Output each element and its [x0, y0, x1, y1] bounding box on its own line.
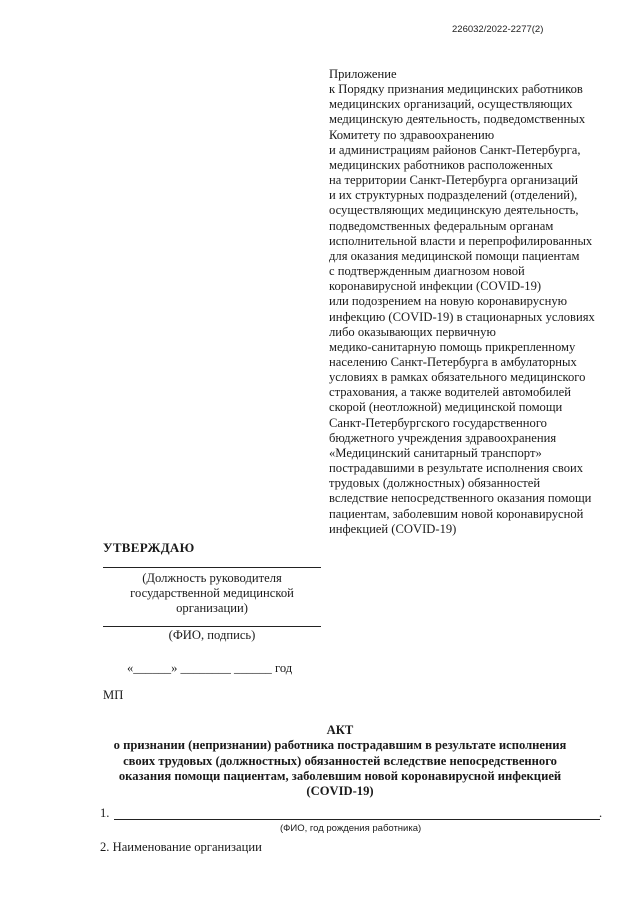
act-subtitle-line: (COVID-19)	[306, 784, 374, 799]
appendix-line: вследствие непосредственного оказания помощи	[329, 491, 592, 506]
appendix-line: трудовых (должностных) обязанностей	[329, 476, 541, 491]
appendix-line: пострадавшими в результате исполнения своих	[329, 461, 584, 476]
appendix-line: населению Санкт-Петербурга в амбулаторных	[329, 354, 577, 369]
field1-end: .	[599, 806, 603, 820]
appendix-line: медицинскую деятельность, подведомственных	[329, 112, 586, 127]
appendix-line: бюджетного учреждения здравоохранения	[329, 430, 557, 445]
appendix-line: медицинских работников расположенных	[329, 157, 553, 172]
appendix-line: для оказания медицинской помощи пациентам	[329, 248, 580, 263]
appendix-line: инфекцию (COVID-19) в стационарных условиях	[329, 309, 595, 324]
appendix-line: либо оказывающих первичную	[329, 324, 496, 339]
appendix-line: медицинских организаций, осуществляющих	[329, 97, 573, 112]
act-title: АКТ	[326, 723, 354, 737]
field1-input-line[interactable]	[114, 819, 600, 820]
position-caption-line: государственной медицинской	[130, 586, 294, 600]
act-title-block	[90, 723, 590, 799]
act-subtitle-line: о признании (непризнании) работника пострадавшим в результате исполнения	[113, 738, 567, 753]
stamp-label: МП	[103, 688, 124, 702]
date-line[interactable]: «______» ________ ______ год	[127, 661, 293, 675]
appendix-line: инфекцией (COVID-19)	[329, 521, 457, 536]
act-subtitle-line: оказания помощи пациентам, заболевшим новой коронавирусной инфекцией	[118, 768, 562, 783]
appendix-line: страхования, а также водителей автомобилей	[329, 385, 572, 400]
appendix-line: Приложение	[329, 67, 397, 81]
act-subtitle-line: своих трудовых (должностных) обязанностей вследствие непосредственного	[123, 753, 557, 768]
appendix-line: скорой (неотложной) медицинской помощи	[329, 400, 563, 415]
position-signature-line[interactable]	[103, 567, 321, 568]
appendix-line: осуществляющих медицинскую деятельность,	[329, 203, 579, 218]
appendix-line: на территории Санкт-Петербурга организаций	[329, 173, 578, 188]
appendix-line: коронавирусной инфекции (COVID-19)	[329, 279, 542, 294]
appendix-line: к Порядку признания медицинских работников	[329, 82, 583, 97]
appendix-line: и их структурных подразделений (отделений),	[329, 188, 578, 203]
appendix-line: пациентам, заболевшим новой коронавирусной	[329, 506, 584, 521]
appendix-line: «Медицинский санитарный транспорт»	[329, 445, 542, 460]
appendix-line: Санкт-Петербургского государственного	[329, 415, 547, 430]
position-caption-line: организации)	[176, 601, 248, 615]
name-signature-line[interactable]	[103, 626, 321, 627]
position-caption	[103, 571, 321, 616]
document-number: 226032/2022-2277(2)	[452, 24, 544, 35]
appendix-line: Комитету по здравоохранению	[329, 127, 495, 142]
name-caption: (ФИО, подпись)	[168, 628, 256, 642]
appendix-line: условиях в рамках обязательного медицинского	[329, 370, 586, 385]
appendix-block	[329, 67, 629, 537]
approval-heading: УТВЕРЖДАЮ	[103, 540, 195, 555]
appendix-line: или подозрением на новую коронавирусную	[329, 294, 568, 309]
field1-number: 1.	[100, 806, 110, 820]
position-caption-line: (Должность руководителя	[142, 571, 282, 585]
field2-label: 2. Наименование организации	[100, 840, 262, 854]
field1-caption: (ФИО, год рождения работника)	[280, 823, 422, 834]
appendix-line: медико-санитарную помощь прикрепленному	[329, 339, 576, 354]
appendix-line: подведомственных федеральным органам	[329, 218, 554, 233]
appendix-line: исполнительной власти и перепрофилированных	[329, 233, 593, 248]
appendix-line: и администрациям районов Санкт-Петербурга,	[329, 142, 581, 157]
appendix-line: с подтвержденным диагнозом новой	[329, 264, 525, 279]
